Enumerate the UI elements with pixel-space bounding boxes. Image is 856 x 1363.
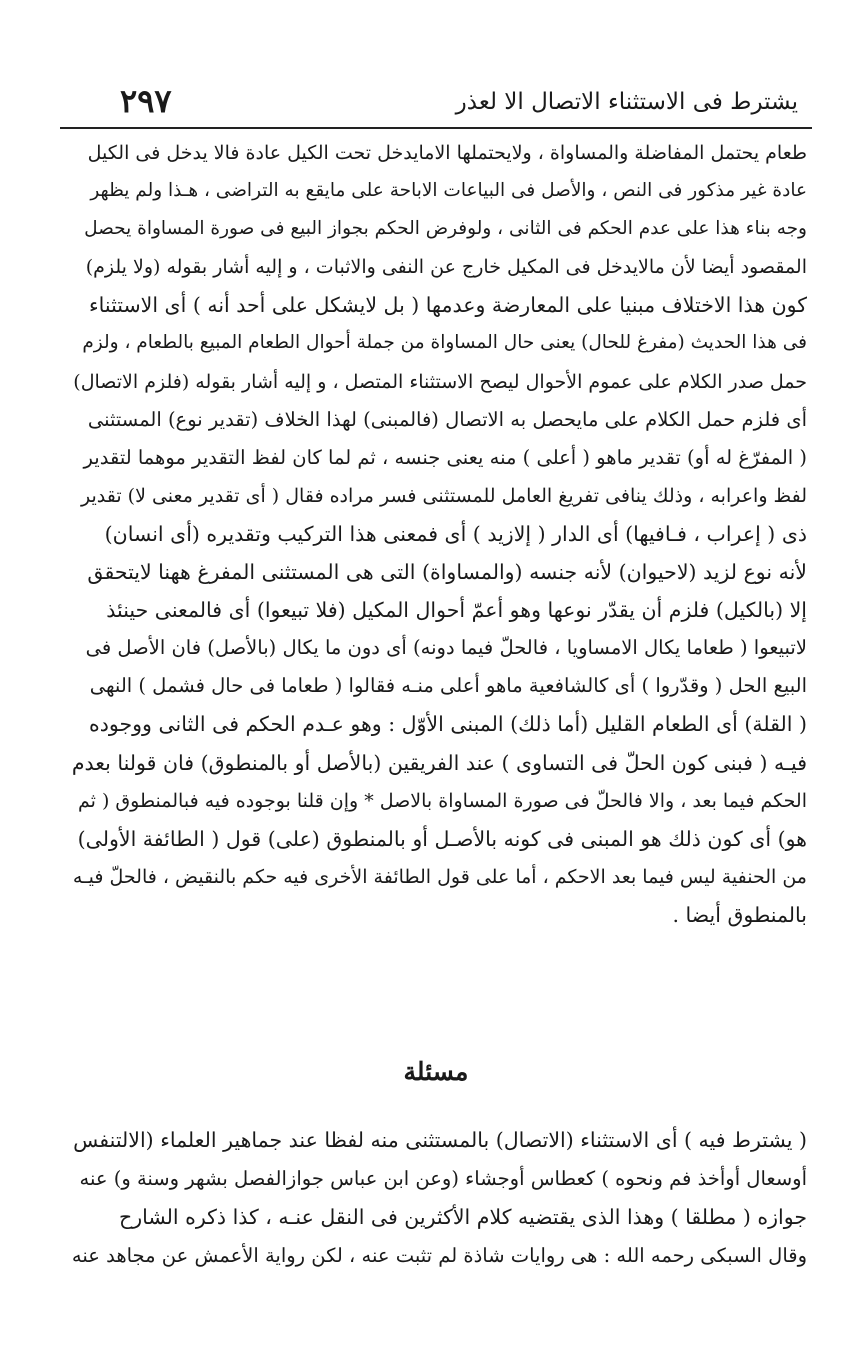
main-text bbox=[72, 134, 807, 934]
text-line: لفظ واعرابه ، وذلك ينافى تفريغ العامل للمستثنى فسر مراده فقال ( أى تقدير معنى لا) تقدير bbox=[81, 484, 807, 507]
text-line: بالمنطوق أيضا . bbox=[672, 902, 807, 927]
text-line: كون هذا الاختلاف مبنيا على المعارضة وعدمها ( بل لايشكل على أحد أنه ) أى الاستثناء bbox=[89, 293, 807, 318]
text-line: عادة غير مذكور فى النص ، والأصل فى البياعات الاباحة على مايقع به التراضى ، هـذا ولم يظهر bbox=[90, 180, 807, 202]
text-line: هو) أى كون ذلك هو المبنى فى كونه بالأصـل أو بالمنطوق (على) قول ( الطائفة الأولى) bbox=[77, 826, 807, 851]
running-title: يشترط فى الاستثناء الاتصال الا لعذر bbox=[455, 89, 798, 115]
text-line: ذى ( إعراب ، فـافيها) أى الدار ( إلازيد ) أى فمعنى هذا التركيب وتقديره (أى انسان) bbox=[104, 521, 807, 546]
text-line: فيـه ( فبنى كون الحلّ فى التساوى ) عند الفريقين (بالأصل أو بالمنطوق) فان قولنا بعدم bbox=[72, 750, 807, 775]
text-line: ( المفرّغ له أو) تقدير ماهو ( أعلى ) منه يعنى جنسه ، ثم لما كان لفظ التقدير موهما لتقدير bbox=[83, 445, 807, 469]
section-heading: مسئلة bbox=[403, 1057, 469, 1086]
text-line: وقال السبكى رحمه الله : هى روايات شاذة لم تثبت عنه ، لكن رواية الأعمش عن مجاهد عنه bbox=[72, 1243, 807, 1267]
text-line: حمل صدر الكلام على عموم الأحوال ليصح الاستثناء المتصل ، و إليه أشار بقوله (فلزم الاتصال) bbox=[73, 370, 807, 393]
text-line: لاتبيعوا ( طعاما يكال الامساويا ، فالحلّ فيما دونه) أى دون ما يكال (بالأصل) فان الأصل فى bbox=[85, 636, 807, 660]
section-text bbox=[72, 1121, 807, 1275]
text-line: أى فلزم حمل الكلام على مايحصل به الاتصال (فالمبنى) لهذا الخلاف (تقدير نوع) المستثنى bbox=[87, 407, 807, 431]
text-line: جوازه ( مطلقا ) وهذا الذى يقتضيه كلام الأكثرين فى النقل عنـه ، كذا ذكره الشارح bbox=[118, 1205, 807, 1230]
text-line: لأنه نوع لزيد (لاحيوان) لأنه جنسه (والمساواة) التى هى المستثنى المفرغ ههنا لايتحقق bbox=[87, 560, 807, 585]
page-number: ٢٩٧ bbox=[120, 82, 172, 120]
text-line: ( القلة) أى الطعام القليل (أما ذلك) المبنى الأوّل : وهو عـدم الحكم فى الثانى ووجوده bbox=[89, 712, 807, 737]
page-header bbox=[60, 84, 812, 124]
text-line: البيع الحل ( وقدّروا ) أى كالشافعية ماهو أعلى منـه فقالوا ( طعاما فى حال فشمل ) النهى bbox=[89, 674, 807, 698]
text-line: ( يشترط فيه ) أى الاستثناء (الاتصال) بالمستثنى منه لفظا عند جماهير العلماء (الالتنفس bbox=[73, 1128, 807, 1152]
book-page bbox=[60, 0, 812, 1363]
text-line: أوسعال أوأخذ فم ونحوه ) كعطاس أوجشاء (وعن ابن عباس جوازالفصل بشهر وسنة و) عنه bbox=[79, 1166, 807, 1190]
text-line: من الحنفية ليس فيما بعد الاحكم ، أما على قول الطائفة الأخرى فيه حكم بالنقيض ، فالحلّ فيـه bbox=[72, 865, 807, 888]
text-line: فى هذا الحديث (مفرغ للحال) يعنى حال المساواة من جملة أحوال الطعام المبيع بالطعام ، ولزم bbox=[82, 332, 807, 354]
text-line: إلا (بالكيل) فلزم أن يقدّر نوعها وهو أعمّ أحوال المكيل (فلا تبيعوا) أى فالمعنى حينئذ bbox=[106, 598, 807, 623]
header-rule bbox=[60, 127, 812, 129]
text-line: وجه بناء هذا على عدم الحكم فى الثانى ، ولوفرض الحكم بجواز البيع فى صورة المساواة يحصل bbox=[84, 218, 807, 240]
text-line: المقصود أيضا لأن مالايدخل فى المكيل خارج عن النفى والاثبات ، و إليه أشار بقوله (ولا يلزم) bbox=[85, 256, 807, 279]
text-line: طعام يحتمل المفاضلة والمساواة ، ولايحتملها الامايدخل تحت الكيل عادة فالا يدخل فى الكيل bbox=[87, 142, 807, 164]
text-line: الحكم فيما بعد ، والا فالحلّ فى صورة المساواة بالاصل * وإن قلنا بوجوده فيه فبالمنطوق ( ثم bbox=[77, 789, 807, 812]
